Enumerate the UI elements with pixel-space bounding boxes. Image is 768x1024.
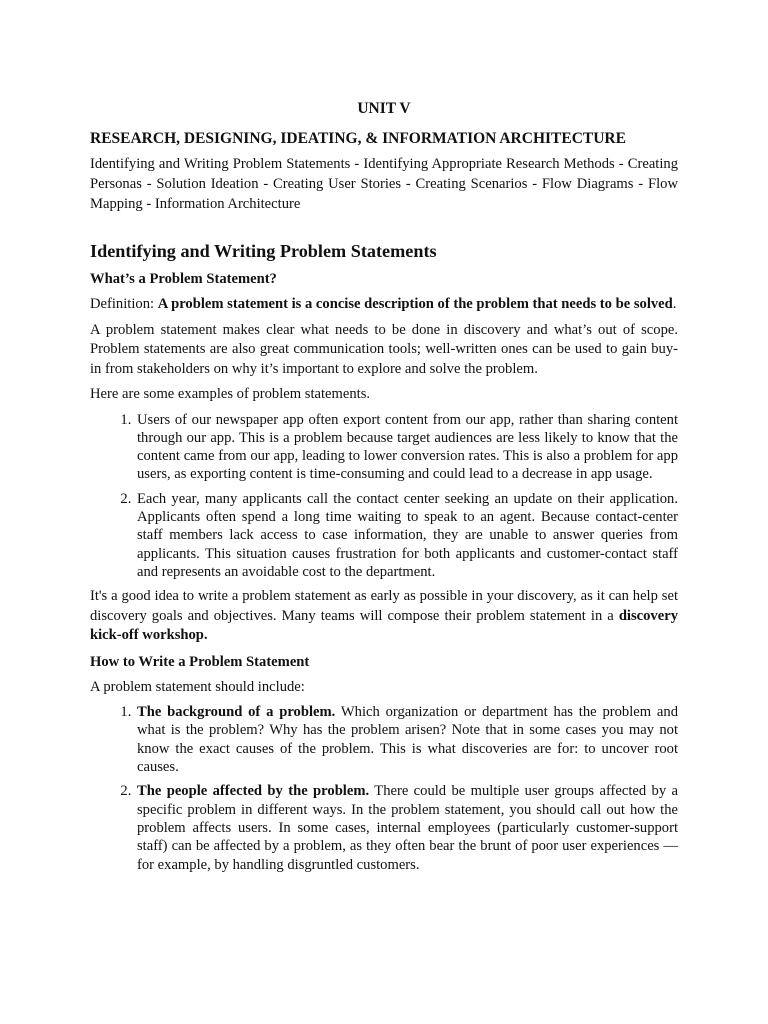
unit-title: RESEARCH, DESIGNING, IDEATING, & INFORMATION ARCHITECTURE <box>90 130 626 147</box>
definition-prefix: Definition: <box>90 296 158 312</box>
include-text: Which organization or department has the problem and what is the problem? Why has the problem arisen? Note that in some cases you may not know the exact causes of the problem. This is what discoveries are for: to uncover root causes. <box>137 704 678 776</box>
section-heading: Identifying and Writing Problem Statements <box>90 241 437 261</box>
list-item <box>135 703 678 776</box>
examples-list <box>90 411 678 582</box>
paragraph-examples-intro: Here are some examples of problem statements. <box>90 386 371 402</box>
workshop-bold: discovery kick-off workshop. <box>90 607 678 644</box>
list-item <box>135 782 678 873</box>
unit-topics: Identifying and Writing Problem Statements - Identifying Appropriate Research Methods - Creating Personas - Solution Ideation - Creating User Stories - Creating Scenarios - Flow Diagrams - Flow Mapping - Information Architecture <box>90 156 678 212</box>
subheading-what-is: What’s a Problem Statement? <box>90 271 277 287</box>
list-item: 2. Each year, many applicants call the contact center seeking an update on their application. Applicants often spend a long time waiting to speak to an agent. Because contact-center staff members lack access to case information, they are unable to answer queries from applicants. This situation causes frustration for both applicants and customer-contact staff and represents an avoidable cost to the department. <box>135 490 678 581</box>
list-item: 1. Users of our newspaper app often export content from our app, rather than sharing content through our app. This is a problem because target audiences are less likely to know that the content came from our app, leading to lower conversion rates. This is also a problem for app users, as exporting content is time-consuming and could lead to a decrease in app usage. <box>135 411 678 484</box>
paragraph-scope: A problem statement makes clear what needs to be done in discovery and what’s out of scope. Problem statements are also great communication tools; well-written ones can be used to gain buy-in from stakeholders on why it’s important to explore and solve the problem. <box>90 321 678 377</box>
paragraph-early-text: It's a good idea to write a problem statement as early as possible in your discovery, as it can help set discovery goals and objectives. Many teams will compose their problem statement in a <box>90 588 678 624</box>
includes-list <box>90 703 678 874</box>
include-bold: The people affected by the problem. <box>137 783 370 800</box>
paragraph-early <box>90 587 678 646</box>
paragraph-include-intro: A problem statement should include: <box>90 678 305 695</box>
definition-paragraph <box>90 295 678 315</box>
definition-bold: A problem statement is a concise description of the problem that needs to be solved <box>157 296 673 312</box>
definition-suffix: . <box>672 296 677 312</box>
unit-heading: UNIT V <box>357 100 411 117</box>
subheading-how-to: How to Write a Problem Statement <box>90 653 310 670</box>
include-text: There could be multiple user groups affected by a specific problem in different ways. In the problem statement, you should call out how the problem affects users. In some cases, internal employees (particularly customer-support staff) can be affected by a problem, as they often bear the brunt of poor user experiences — for example, by handling disgruntled customers. <box>137 783 679 873</box>
include-bold: The background of a problem. <box>137 704 336 721</box>
